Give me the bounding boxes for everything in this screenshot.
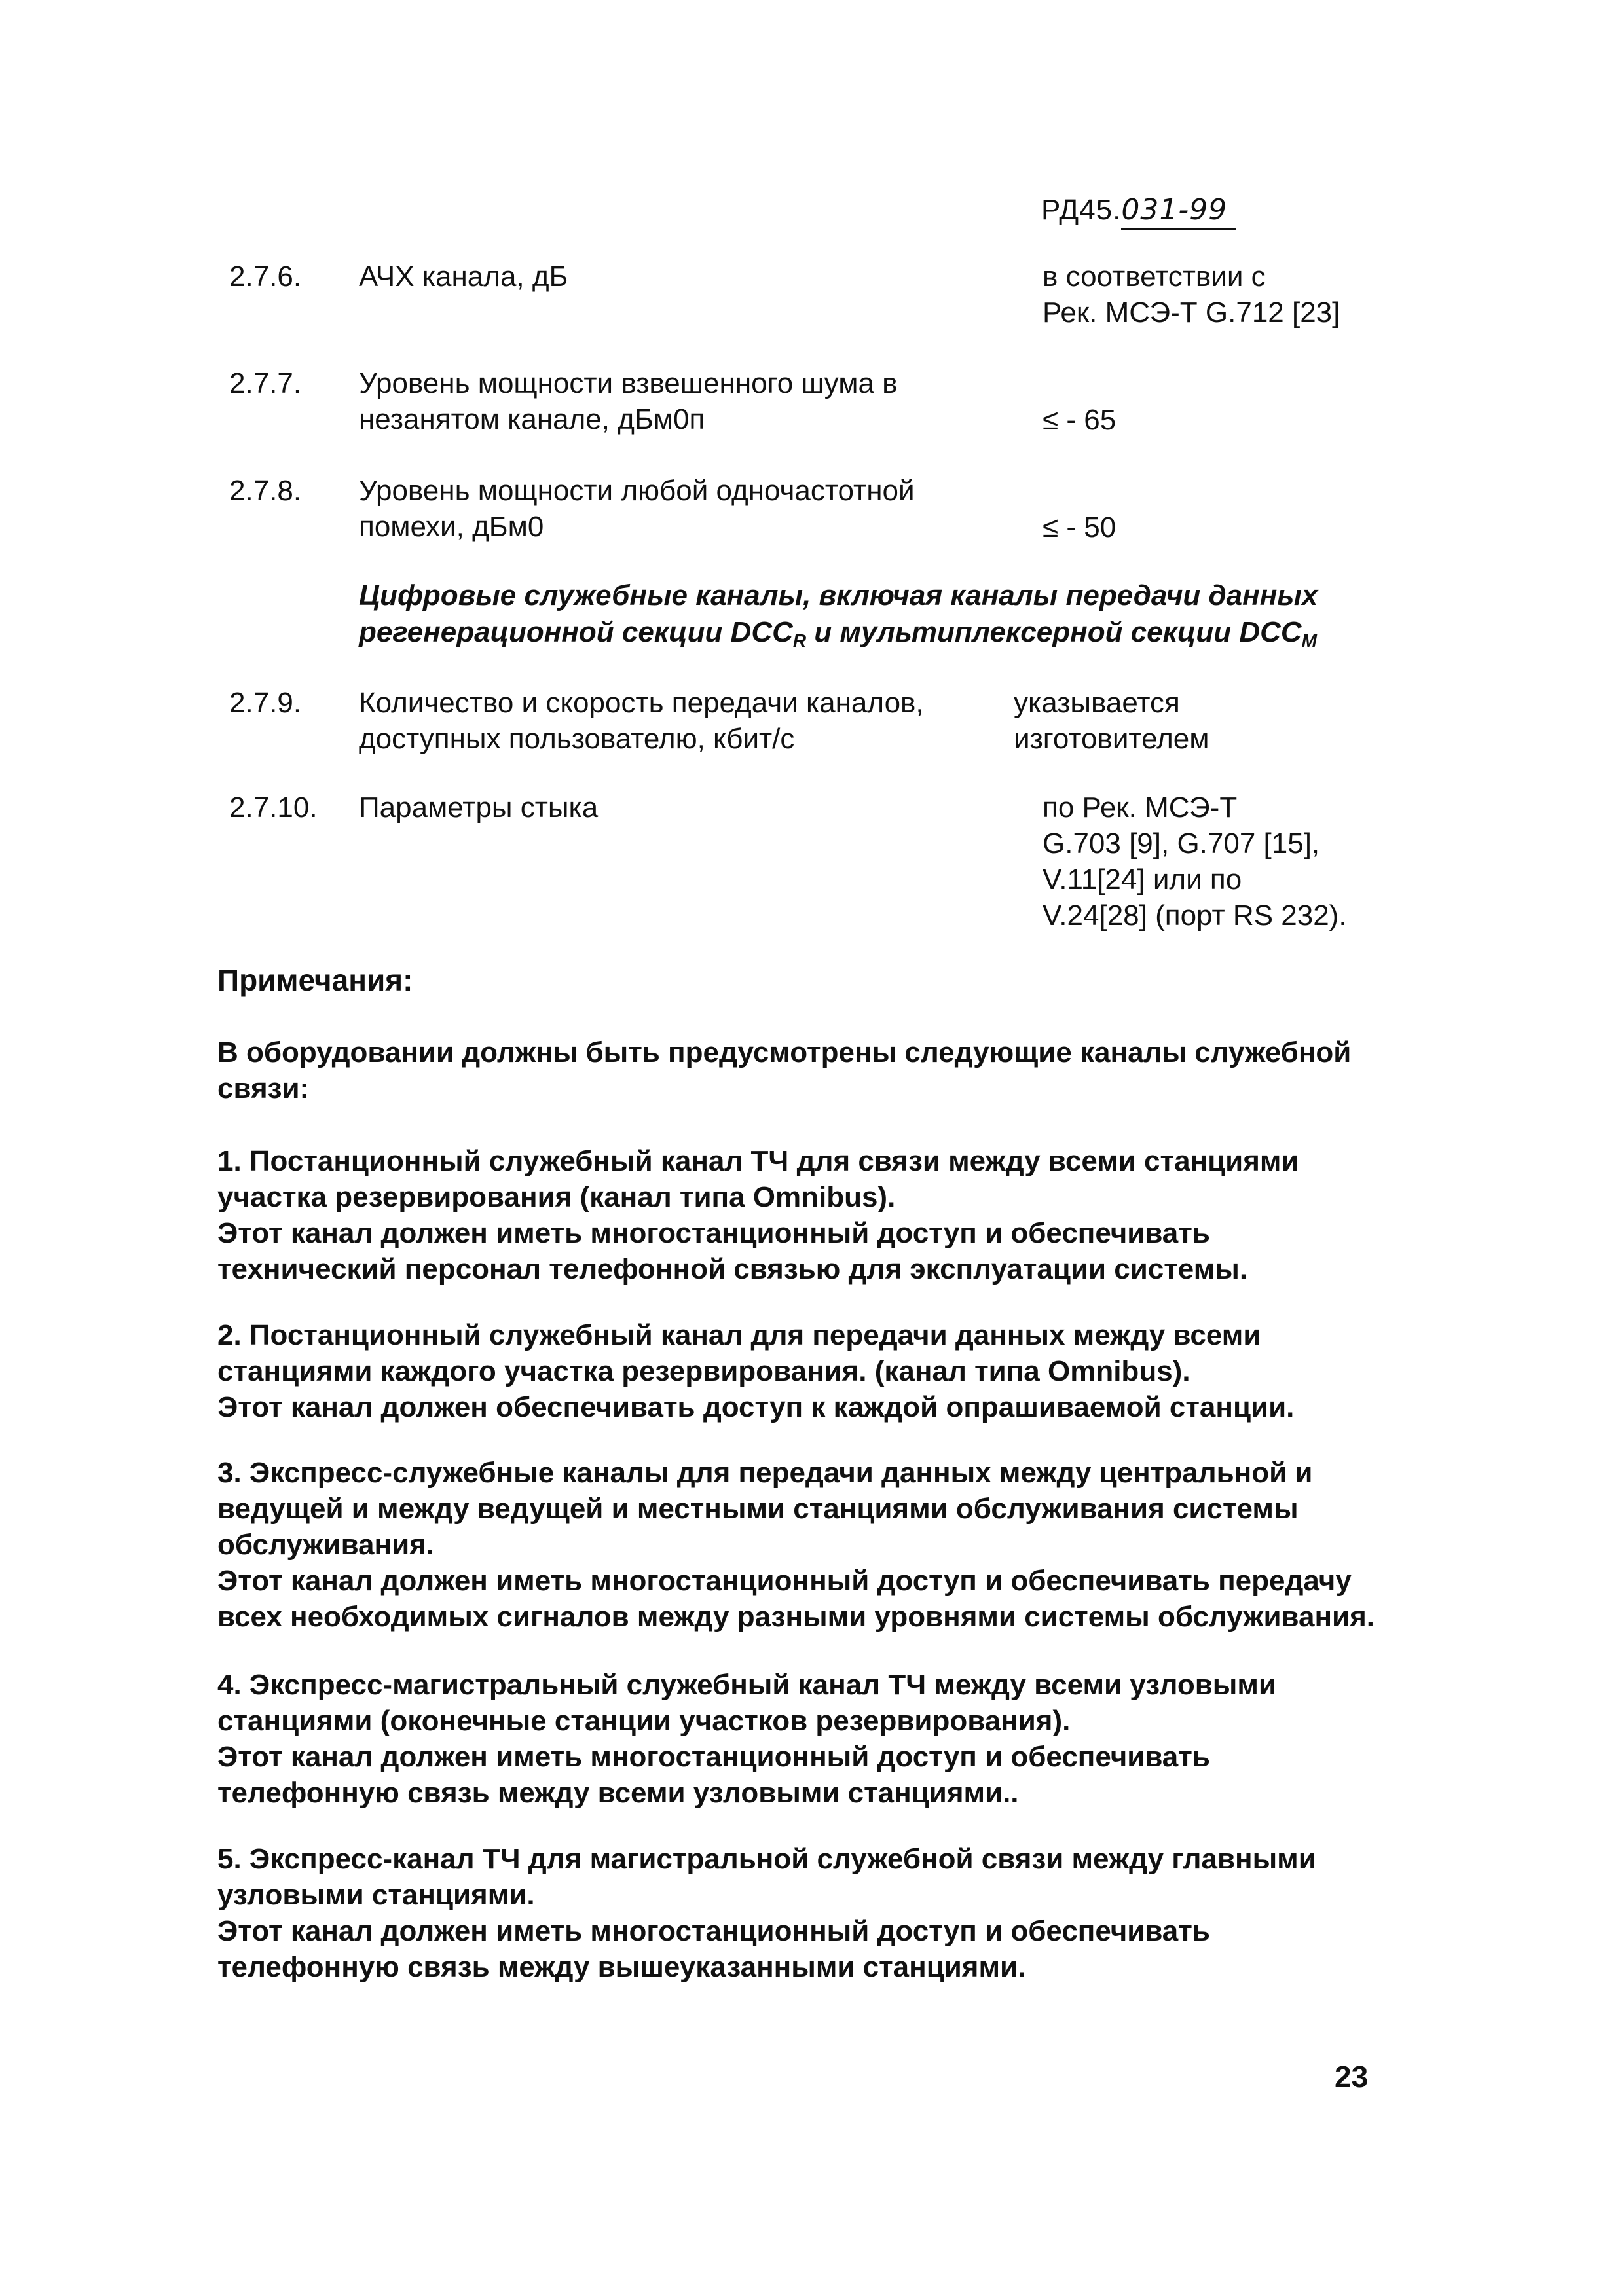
document-code-printed: РД45.	[1041, 194, 1122, 226]
note-line: всех необходимых сигналов между разными уровнями системы обслуживания.	[217, 1601, 1375, 1633]
section-heading-text: регенерационной секции DCC	[359, 616, 793, 648]
item-value-line: ≤ - 50	[1043, 511, 1116, 543]
item-description-line: Уровень мощности взвешенного шума в	[359, 367, 898, 399]
note-line: телефонную связь между вышеуказанными станциями.	[217, 1951, 1026, 1983]
note-line: станциями каждого участка резервирования. (канал типа Omnibus).	[217, 1355, 1190, 1387]
notes-title: Примечания:	[217, 963, 413, 997]
note-line: Этот канал должен обеспечивать доступ к каждой опрашиваемой станции.	[217, 1391, 1295, 1423]
item-description-line: незанятом канале, дБм0п	[359, 403, 705, 435]
note-line: технический персонал телефонной связью для эксплуатации системы.	[217, 1253, 1248, 1285]
item-value	[1043, 790, 1347, 934]
section-heading	[359, 577, 1318, 659]
item-value-line: V.11[24] или по	[1043, 864, 1242, 896]
section-heading-text: и мультиплексерной секции DCC	[806, 616, 1302, 648]
item-value-line: изготовителем	[1014, 723, 1209, 755]
section-heading-subscript: M	[1301, 630, 1317, 651]
item-value-line: указывается	[1014, 687, 1180, 719]
notes-intro-text: В оборудовании должны быть предусмотрены следующие каналы служебной связи:	[217, 1036, 1352, 1104]
note-line: участка резервирования (канал типа Omnibus).	[217, 1181, 896, 1213]
item-value	[1043, 509, 1116, 545]
page-number: 23	[1335, 2060, 1369, 2094]
document-code	[1041, 193, 1236, 230]
note-line: ведущей и между ведущей и местными станциями обслуживания системы	[217, 1493, 1299, 1525]
item-value-line: G.703 [9], G.707 [15],	[1043, 828, 1320, 860]
item-description	[359, 365, 898, 437]
section-heading-subscript: R	[792, 630, 807, 651]
item-number: 2.7.7.	[229, 367, 302, 399]
item-description-line: АЧХ канала, дБ	[359, 261, 568, 293]
item-description-line: Количество и скорость передачи каналов,	[359, 687, 924, 719]
item-number: 2.7.8.	[229, 475, 302, 507]
item-description-line: доступных пользователю, кбит/с	[359, 723, 795, 755]
item-description	[359, 259, 568, 295]
note-line: станциями (оконечные станции участков резервирования).	[217, 1705, 1071, 1737]
note-line: Этот канал должен иметь многостанционный доступ и обеспечивать передачу	[217, 1565, 1352, 1597]
notes-intro	[217, 1034, 1396, 1106]
item-description	[359, 790, 598, 826]
note-line: Этот канал должен иметь многостанционный доступ и обеспечивать	[217, 1217, 1210, 1249]
section-heading-line: Цифровые служебные каналы, включая каналы передачи данных	[359, 579, 1318, 611]
item-description-line: Параметры стыка	[359, 792, 599, 824]
note-line: 3. Экспресс-служебные каналы для передачи данных между центральной и	[217, 1457, 1313, 1489]
item-value-line: в соответствии с	[1043, 261, 1266, 293]
note-line: Этот канал должен иметь многостанционный доступ и обеспечивать	[217, 1741, 1210, 1773]
note-line: 1. Постанционный служебный канал ТЧ для связи между всеми станциями	[217, 1145, 1299, 1177]
item-value	[1014, 685, 1209, 757]
item-description	[359, 685, 924, 757]
note-line: узловыми станциями.	[217, 1879, 535, 1911]
item-number: 2.7.9.	[229, 687, 302, 719]
document-code-handwritten: 031-99	[1121, 193, 1236, 230]
item-description	[359, 473, 915, 545]
note-paragraph	[217, 1667, 1409, 1811]
note-line: телефонную связь между всеми узловыми станциями..	[217, 1777, 1019, 1809]
note-line: 2. Постанционный служебный канал для передачи данных между всеми	[217, 1319, 1261, 1351]
item-value-line: Рек. МСЭ-Т G.712 [23]	[1043, 297, 1340, 329]
item-number: 2.7.6.	[229, 261, 302, 293]
note-paragraph	[217, 1841, 1409, 1985]
item-value-line: по Рек. МСЭ-Т	[1043, 792, 1238, 824]
item-number: 2.7.10.	[229, 792, 318, 824]
note-line: 4. Экспресс-магистральный служебный канал ТЧ между всеми узловыми	[217, 1669, 1276, 1701]
item-value	[1043, 259, 1340, 331]
item-value-line: ≤ - 65	[1043, 404, 1116, 436]
note-line: 5. Экспресс-канал ТЧ для магистральной служебной связи между главными	[217, 1843, 1316, 1875]
section-heading-line	[359, 614, 1318, 659]
item-value	[1043, 402, 1116, 438]
item-description-line: Уровень мощности любой одночастотной	[359, 475, 915, 507]
note-line: обслуживания.	[217, 1529, 435, 1561]
note-line: Этот канал должен иметь многостанционный доступ и обеспечивать	[217, 1915, 1210, 1947]
note-paragraph	[217, 1317, 1409, 1425]
note-paragraph	[217, 1143, 1409, 1287]
item-description-line: помехи, дБм0	[359, 511, 544, 543]
note-paragraph	[217, 1455, 1409, 1635]
item-value-line: V.24[28] (порт RS 232).	[1043, 900, 1347, 932]
